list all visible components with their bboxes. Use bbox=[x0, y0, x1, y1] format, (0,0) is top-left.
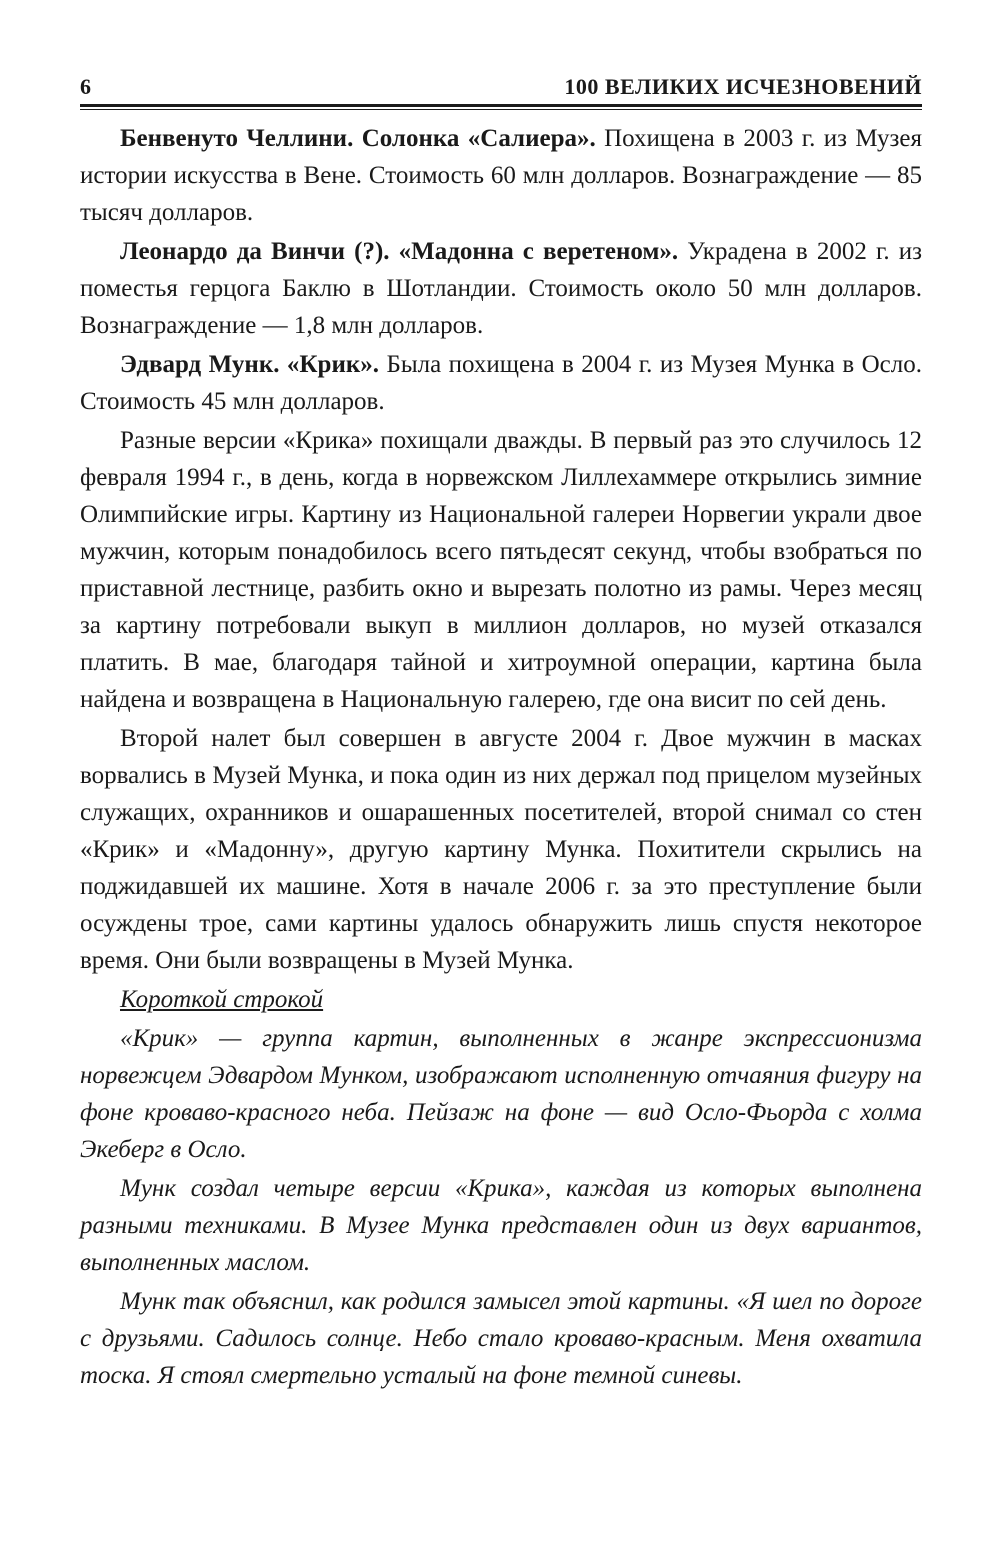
entry-leonardo bbox=[80, 233, 922, 344]
book-page bbox=[80, 60, 922, 1396]
entry-lead: Леонардо да Винчи (?). «Мадонна с веретеном». bbox=[120, 238, 679, 265]
sidebar-paragraph: «Крик» — группа картин, выполненных в жанре экспрессионизма норвежцем Эдвардом Мунком, изображают исполненную отчаяния фигуру на фоне кроваво-красного неба. Пейзаж на фоне — вид Осло-Фьорда с холма Экеберг в Осло. bbox=[80, 1025, 922, 1163]
paragraph-first-theft: Разные версии «Крика» похищали дважды. В первый раз это случилось 12 февраля 1994 г., в день, когда в норвежском Лиллехаммере открылись зимние Олимпийские игры. Картину из Национальной галереи Норвегии украли двое мужчин, которым понадобилось всего пятьдесят секунд, чтобы взобраться по приставной лестнице, разбить окно и вырезать полотно из рамы. Через месяц за картину потребовали выкуп в миллион долларов, но музей отказался платить. В мае, благодаря тайной и хитроумной операции, картина была найдена и возвращена в Национальную галерею, где она висит по сей день. bbox=[80, 427, 922, 713]
header-rule bbox=[80, 104, 922, 110]
running-header bbox=[80, 60, 922, 100]
book-title: 100 ВЕЛИКИХ ИСЧЕЗНОВЕНИЙ bbox=[564, 74, 922, 99]
page-number: 6 bbox=[80, 74, 92, 99]
entry-munch bbox=[80, 346, 922, 420]
paragraph-second-theft: Второй налет был совершен в августе 2004 г. Двое мужчин в масках ворвались в Музей Мунка, и пока один из них держал под прицелом музейных служащих, охранников и ошарашенных посетителей, второй снимал со стен «Крик» и «Мадонну», другую картину Мунка. Похитители скрылись на поджидавшей их машине. Хотя в начале 2006 г. за это преступление были осуждены трое, сами картины удалось обнаружить лишь спустя некоторое время. Они были возвращены в Музей Мунка. bbox=[80, 725, 922, 974]
sidebar-paragraph: Мунк так объяснил, как родился замысел этой картины. «Я шел по дороге с друзьями. Садилось солнце. Небо стало кроваво-красным. Меня охватила тоска. Я стоял смертельно усталый на фоне темной синевы. bbox=[80, 1288, 922, 1389]
entry-cellini bbox=[80, 120, 922, 231]
sidebar-paragraph: Мунк создал четыре версии «Крика», каждая из которых выполнена разными техниками. В Музее Мунка представлен один из двух вариантов, выполненных маслом. bbox=[80, 1175, 922, 1276]
entry-text: Похищена в 2003 г. из Музея истории искусства в Вене. Стоимость 60 млн долларов. Вознаграждение — 85 тысяч долларов. bbox=[80, 125, 922, 226]
entry-lead: Эдвард Мунк. «Крик». bbox=[120, 351, 380, 378]
entry-text: Украдена в 2002 г. из поместья герцога Баклю в Шотландии. Стоимость около 50 млн долларов. Вознаграждение — 1,8 млн долларов. bbox=[80, 238, 922, 339]
entry-text: Была похищена в 2004 г. из Музея Мунка в Осло. Стоимость 45 млн долларов. bbox=[80, 351, 922, 415]
sidebar-label: Короткой строкой bbox=[120, 986, 324, 1013]
entry-lead: Бенвенуто Челлини. Солонка «Салиера». bbox=[120, 125, 596, 152]
page-body bbox=[80, 120, 922, 1394]
